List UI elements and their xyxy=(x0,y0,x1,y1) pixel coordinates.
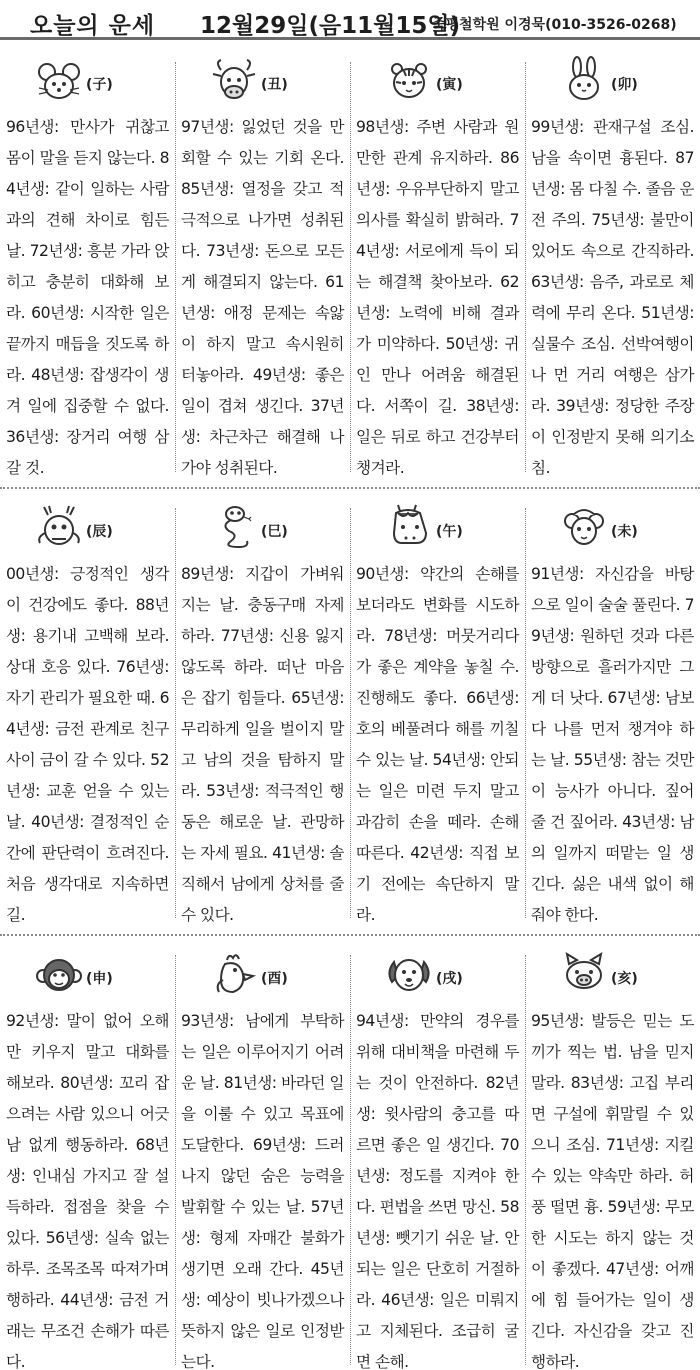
rooster-icon xyxy=(209,950,259,1000)
zodiac-header xyxy=(525,503,700,559)
zodiac-hanja: (申) xyxy=(86,971,113,987)
zodiac-cell-rat xyxy=(0,50,175,487)
row-divider xyxy=(0,934,700,936)
fortune-text: 95년생: 발등은 믿는 도끼가 찍는 법. 남을 믿지 말라. 83년생: 고집 부리면 구설에 휘말릴 수 있으니 조심. 71년생: 지킬 수 있는 약속만 하라. 허풍 떨면 흉. 59년생: 무모한 시도는 하지 않는 것이 좋겠다. 47년생: 어깨에 힘 들어가는 일이 생긴다. 자신감을 갖고 진행하라. xyxy=(531,1012,694,1370)
zodiac-header xyxy=(350,950,525,1006)
zodiac-cell-monkey xyxy=(0,944,175,1370)
page-header xyxy=(0,0,700,40)
fortune-text: 89년생: 지갑이 가벼워지는 날. 충동구매 자제하라. 77년생: 신용 잃지 않도록 하라. 떠난 마음은 잡기 힘들다. 65년생: 무리하게 일을 벌이지 말고 남의 것을 탐하지 말라. 53년생: 적극적인 행동은 해로운 날. 관망하는 자세 필요. 41년생: 솔직해서 남에게 상처를 줄 수 있다. xyxy=(181,565,344,924)
zodiac-cell-dragon xyxy=(0,497,175,934)
pig-icon xyxy=(559,950,609,1000)
zodiac-hanja: (辰) xyxy=(86,524,113,540)
zodiac-cell-ox xyxy=(175,50,350,487)
horoscope-grid xyxy=(0,40,700,1370)
zodiac-header xyxy=(0,950,175,1006)
zodiac-hanja: (午) xyxy=(436,524,463,540)
zodiac-header xyxy=(350,503,525,559)
zodiac-cell-sheep xyxy=(525,497,700,934)
fortune-text: 91년생: 자신감을 바탕으로 일이 술술 풀린다. 79년생: 원하던 것과 다른 방향으로 흘러가지만 그게 더 낫다. 67년생: 남보다 나를 먼저 챙겨야 하는 날. 55년생: 참는 것만이 능사가 아니다. 짚어줄 건 짚어라. 43년생: 남의 일까지 떠맡는 일 생긴다. 싫은 내색 없이 해줘야 한다. xyxy=(531,565,694,924)
fortune-text: 97년생: 잃었던 것을 만회할 수 있는 기회 온다. 85년생: 열정을 갖고 적극적으로 나가면 성취된다. 73년생: 돈으로 모든게 해결되지 않는다. 61년생: 애정 문제는 속앓이 하지 말고 속시원히 터놓아라. 49년생: 좋은 일이 겹쳐 생긴다. 37년생: 차근차근 해결해 나가야 성취된다. xyxy=(181,118,344,477)
zodiac-cell-snake xyxy=(175,497,350,934)
fortune-text: 98년생: 주변 사람과 원만한 관계 유지하라. 86년생: 우유부단하지 말고 의사를 확실히 밝혀라. 74년생: 서로에게 득이 되는 해결책 찾아보라. 62년생: 노력에 비해 결과가 미약하다. 50년생: 귀인 만나 어려움 해결된다. 서쪽이 길. 38년생: 일은 뒤로 하고 건강부터 챙겨라. xyxy=(356,118,519,477)
page-title: 오늘의 운세 xyxy=(30,13,156,39)
zodiac-header xyxy=(0,503,175,559)
zodiac-header xyxy=(0,56,175,112)
fortune-text: 93년생: 남에게 부탁하는 일은 이루어지기 어려운 날. 81년생: 바라던 일을 이룰 수 있고 목표에 도달한다. 69년생: 드러나지 않던 숨은 능력을 발휘할 수 있는 날. 57년생: 형제 자매간 불화가 생기면 오래 간다. 45년생: 예상이 빗나가겠으나 뜻하지 않은 일로 인정받는다. xyxy=(181,1012,344,1370)
zodiac-hanja: (丑) xyxy=(261,77,288,93)
zodiac-header xyxy=(525,56,700,112)
fortune-text: 99년생: 관재구설 조심. 남을 속이면 흉된다. 87년생: 몸 다칠 수. 졸음 운전 주의. 75년생: 불만이 있어도 속으로 간직하라. 63년생: 음주, 과로로 체력에 무리 온다. 51년생: 실물수 조심. 선박여행이나 먼 거리 여행은 삼가라. 39년생: 정당한 주장이 인정받지 못해 의기소침. xyxy=(531,118,694,477)
zodiac-hanja: (未) xyxy=(611,524,638,540)
author-credit: 죽평철학원 이경묵(010-3526-0268) xyxy=(432,17,677,33)
rabbit-icon xyxy=(559,56,609,106)
tiger-icon xyxy=(384,56,434,106)
dog-icon xyxy=(384,950,434,1000)
sheep-icon xyxy=(559,503,609,553)
ox-icon xyxy=(209,56,259,106)
zodiac-hanja: (酉) xyxy=(261,971,288,987)
dragon-icon xyxy=(34,503,84,553)
zodiac-cell-pig xyxy=(525,944,700,1370)
zodiac-header xyxy=(525,950,700,1006)
fortune-text: 92년생: 말이 없어 오해만 키우지 말고 대화를 해보라. 80년생: 꼬리 잡으려는 사람 있으니 어긋남 없게 행동하라. 68년생: 인내심 가지고 잘 설득하라. 접점을 찾을 수 있다. 56년생: 실속 없는 하루. 조목조목 따져가며 행하라. 44년생: 금전 거래는 무조건 손해가 따른다. xyxy=(6,1012,169,1370)
horse-icon xyxy=(384,503,434,553)
fortune-text: 00년생: 긍정적인 생각이 건강에도 좋다. 88년생: 용기내 고백해 보라. 상대 호응 있다. 76년생: 자기 관리가 필요한 때. 64년생: 금전 관계로 친구 사이 금이 갈 수 있다. 52년생: 교훈 얻을 수 있는 날. 40년생: 결정적인 순간에 판단력이 흐려진다. 처음 생각대로 지속하면 길. xyxy=(6,565,169,924)
zodiac-cell-tiger xyxy=(350,50,525,487)
zodiac-header xyxy=(350,56,525,112)
fortune-text: 96년생: 만사가 귀찮고 몸이 말을 듣지 않는다. 84년생: 같이 일하는 사람과의 견해 차이로 힘든 날. 72년생: 흥분 가라 앉히고 충분히 대화해 보라. 60년생: 시작한 일은 끝까지 매듭을 짓도록 하라. 48년생: 잡생각이 생겨 일에 집중할 수 없다. 36년생: 장거리 여행 삼갈 것. xyxy=(6,118,169,477)
zodiac-hanja: (子) xyxy=(86,77,113,93)
zodiac-hanja: (巳) xyxy=(261,524,288,540)
row-divider xyxy=(0,487,700,489)
monkey-icon xyxy=(34,950,84,1000)
zodiac-cell-rooster xyxy=(175,944,350,1370)
zodiac-header xyxy=(175,503,350,559)
fortune-text: 90년생: 약간의 손해를 보더라도 변화를 시도하라. 78년생: 머뭇거리다가 좋은 계약을 놓칠 수. 진행해도 좋다. 66년생: 호의 베풀려다 해를 끼칠 수 있는 날. 54년생: 안되는 일은 미련 두지 말고 과감히 손을 떼라. 손해 따른다. 42년생: 직접 보기 전에는 속단하지 말라. xyxy=(356,565,519,924)
zodiac-cell-rabbit xyxy=(525,50,700,487)
zodiac-hanja: (戌) xyxy=(436,971,463,987)
page-date: 12월29일(음11월15일) xyxy=(200,13,461,39)
zodiac-hanja: (卯) xyxy=(611,77,638,93)
zodiac-hanja: (亥) xyxy=(611,971,638,987)
snake-icon xyxy=(209,503,259,553)
zodiac-header xyxy=(175,950,350,1006)
zodiac-hanja: (寅) xyxy=(436,77,463,93)
zodiac-cell-horse xyxy=(350,497,525,934)
fortune-text: 94년생: 만약의 경우를 위해 대비책을 마련해 두는 것이 안전하다. 82년생: 윗사람의 충고를 따르면 좋은 일 생긴다. 70년생: 정도를 지켜야 한다. 편법을 쓰면 망신. 58년생: 뺏기기 쉬운 날. 안되는 일은 단호히 거절하라. 46년생: 일은 미뤄지고 지체된다. 조급히 굴면 손해. xyxy=(356,1012,519,1370)
zodiac-header xyxy=(175,56,350,112)
rat-icon xyxy=(34,56,84,106)
zodiac-cell-dog xyxy=(350,944,525,1370)
